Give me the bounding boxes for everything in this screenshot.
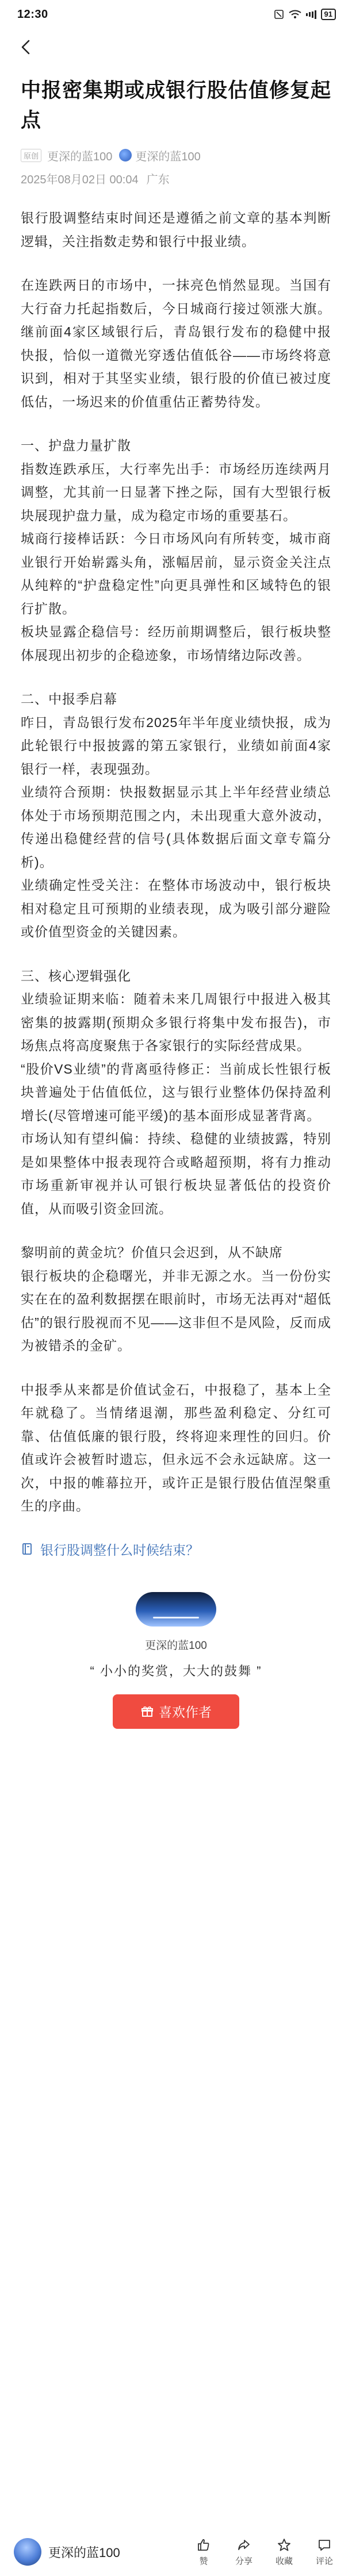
paragraph-conclusion: 中报季从来都是价值试金石，中报稳了，基本上全年就稳了。当情绪退潮，那些盈利稳定、分红可靠、估值低廉的银行股，终将迎来理性的回归。价值或许会被暂时遗忘，但永远不会永远缺席。这一次，中报的帷幕拉开，或许正是银行股估值涅槃重生的序曲。 — [21, 1382, 331, 1513]
article-content — [21, 206, 331, 1518]
topic-tag[interactable] — [21, 1540, 331, 1559]
like-button[interactable] — [190, 2537, 217, 2567]
paragraph-section1-a: 指数连跌承压，大行率先出手：市场经历连续两月调整，尤其前一日显著下挫之际，国有大型银行板块展现护盘力量，成为稳定市场的重要基石。 — [21, 461, 331, 523]
bottom-actions — [190, 2537, 338, 2567]
reward-author-avatar[interactable] — [136, 1592, 216, 1627]
reward-author-name: 更深的蓝100 — [145, 1639, 207, 1652]
share-label: 分享 — [235, 2556, 252, 2566]
like-label: 赞 — [199, 2556, 208, 2566]
author-name-secondary[interactable]: 更深的蓝100 — [135, 150, 201, 163]
author-name-link[interactable]: 更深的蓝100 — [47, 150, 113, 163]
star-icon — [277, 2537, 292, 2552]
status-bar — [0, 0, 352, 29]
publish-timestamp: 2025年08月02日 00:04 — [21, 174, 139, 186]
share-button[interactable] — [230, 2537, 258, 2567]
like-author-label: 喜欢作者 — [159, 1705, 212, 1720]
paragraph-section2-b: 业绩符合预期：快报数据显示其上半年经营业绩总体处于市场预期范围之内，未出现重大意外波动，传递出稳健经营的信号(具体数据后面文章专篇分析)。 — [21, 785, 331, 870]
meta-row — [21, 170, 331, 187]
thumb-up-icon — [196, 2537, 211, 2552]
status-time: 12:30 — [17, 7, 48, 21]
like-author-button[interactable] — [113, 1694, 239, 1729]
article — [0, 76, 352, 1729]
subheading-golden-pit: 黎明前的黄金坑？价值只会迟到，从不缺席 — [21, 1245, 283, 1260]
publish-location: 广东 — [146, 174, 170, 186]
bottom-author-avatar[interactable] — [14, 2538, 41, 2566]
comment-label: 评论 — [315, 2556, 333, 2566]
author-avatar[interactable] — [119, 149, 132, 162]
favorite-label: 收藏 — [275, 2556, 293, 2566]
reward-slogan: “ 小小的奖赏，大大的鼓舞 ” — [90, 1663, 262, 1678]
section-heading-2: 二、中报季启幕 — [21, 691, 117, 706]
share-icon — [236, 2537, 251, 2552]
signal-icon — [306, 10, 316, 19]
topic-tag-label: 银行股调整什么时候结束？ — [40, 1542, 199, 1558]
paragraph-section1-c: 板块显露企稳信号：经历前期调整后，银行板块整体展现出初步的企稳迹象，市场情绪边际改善。 — [21, 624, 331, 663]
gift-icon — [140, 1705, 154, 1718]
paragraph-section3-a: 业绩验证期来临：随着未来几周银行中报进入极其密集的披露期(预期众多银行将集中发布报告)，市场焦点将高度聚焦于各家银行的实际经营成果。 — [21, 991, 331, 1053]
paragraph-intro: 银行股调整结束时间还是遵循之前文章的基本判断逻辑，关注指数走势和银行中报业绩。 — [21, 210, 331, 249]
favorite-button[interactable] — [270, 2537, 298, 2567]
section-heading-1: 一、护盘力量扩散 — [21, 438, 131, 453]
topic-book-icon — [21, 1542, 35, 1556]
paragraph-section2-c: 业绩确定性受关注：在整体市场波动中，银行板块相对稳定且可预期的业绩表现，成为吸引部分避险或价值型资金的关键因素。 — [21, 878, 331, 939]
comment-icon — [317, 2537, 332, 2552]
reward-card — [21, 1592, 331, 1729]
paragraph-section1-b: 城商行接棒话跃：今日市场风向有所转变，城市商业银行开始崭露头角，涨幅居前，显示资金关注点从纯粹的“护盘稳定性”向更具弹性和区域特色的银行扩散。 — [21, 531, 331, 616]
section-heading-3: 三、核心逻辑强化 — [21, 968, 131, 983]
original-badge: 原创 — [21, 149, 41, 162]
battery-indicator: 91 — [321, 9, 336, 20]
nav-bar — [0, 29, 352, 66]
author-row — [21, 147, 331, 163]
notification-icon — [274, 9, 284, 20]
paragraph-section2-a: 昨日，青岛银行发布2025年半年度业绩快报，成为此轮银行中报披露的第五家银行，业绩如前面4家银行一样，表现强劲。 — [21, 714, 331, 776]
paragraph-section3-b: “股价VS业绩”的背离亟待修正：当前成长性银行板块普遍处于估值低位，这与银行业整体仍保持盈利增长(尽管增速可能平缓)的基本面形成显著背离。 — [21, 1061, 331, 1123]
bottom-bar — [0, 2528, 352, 2576]
back-chevron-icon[interactable] — [20, 37, 39, 57]
paragraph-market: 在连跌两日的市场中，一抹亮色悄然显现。当国有大行奋力托起指数后，今日城商行接过领涨大旗。继前面4家区域银行后，青岛银行发布的稳健中报快报，恰似一道微光穿透估值低谷——市场终将意识到，相对于其坚实业绩，银行股的价值已被过度低估，一场迟来的价值重估正蓄势待发。 — [21, 278, 331, 409]
status-icons — [274, 9, 336, 20]
paragraph-golden-pit: 银行板块的企稳曙光，并非无源之水。当一份份实实在在的盈利数据摆在眼前时，市场无法再对“超低估”的银行股视而不见——这非但不是风险，反而成为被错杀的金矿。 — [21, 1268, 331, 1353]
bottom-author[interactable] — [14, 2538, 190, 2566]
bottom-author-name[interactable]: 更深的蓝100 — [48, 2545, 120, 2560]
comment-button[interactable] — [311, 2537, 338, 2567]
paragraph-section3-c: 市场认知有望纠偏：持续、稳健的业绩披露，特别是如果整体中报表现符合或略超预期，将有力推动市场重新审视并认可银行板块显著低估的投资价值，从而吸引资金回流。 — [21, 1131, 331, 1216]
wifi-icon — [289, 10, 301, 19]
article-title: 中报密集期或成银行股估值修复起点 — [21, 79, 332, 132]
